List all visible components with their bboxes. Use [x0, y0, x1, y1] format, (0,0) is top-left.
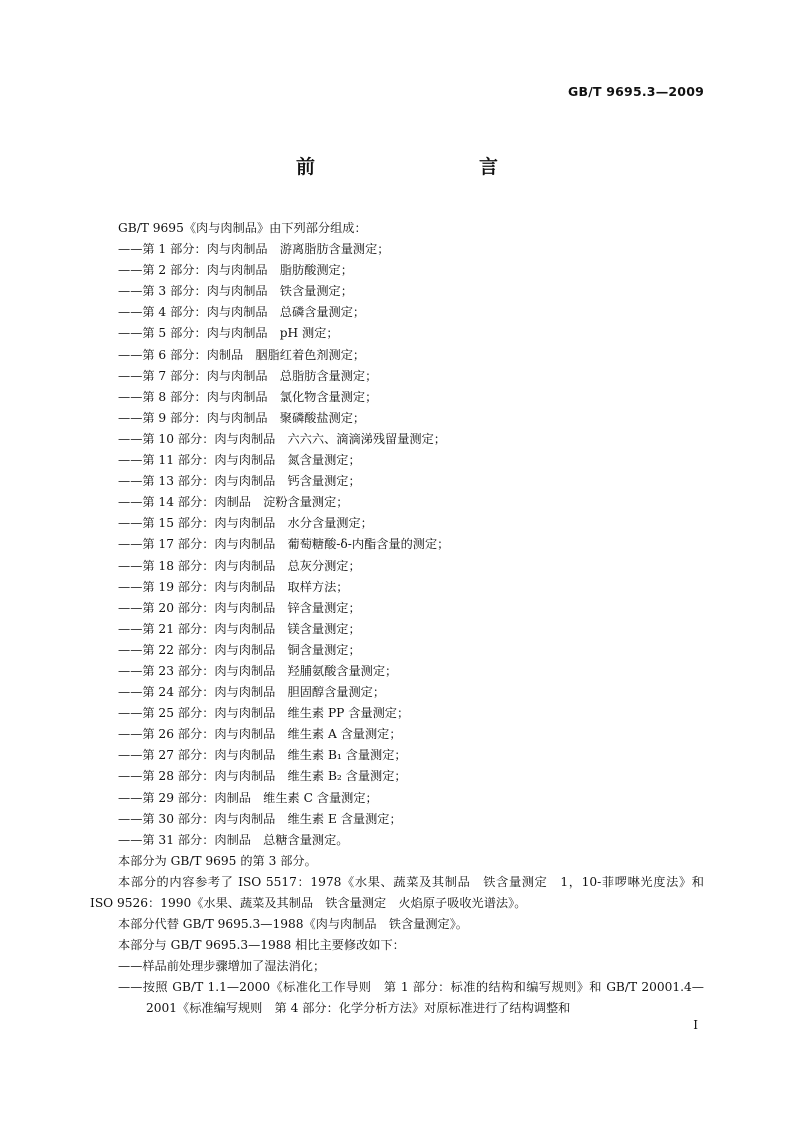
- parts-list-item: ——第 21 部分：肉与肉制品 镁含量测定；: [118, 621, 361, 636]
- parts-list-item: ——第 11 部分：肉与肉制品 氮含量测定；: [118, 453, 361, 468]
- parts-list-item: ——第 3 部分：肉与肉制品 铁含量测定；: [118, 284, 353, 299]
- parts-list-item: ——第 24 部分：肉与肉制品 胆固醇含量测定；: [118, 685, 386, 700]
- parts-list-item: ——第 6 部分：肉制品 胭脂红着色剂测定；: [118, 347, 366, 362]
- page-title: 前 言: [295, 156, 540, 178]
- intro-paragraph: GB/T 9695《肉与肉制品》由下列部分组成：: [118, 221, 367, 235]
- parts-list-item: ——第 31 部分：肉制品 总糖含量测定。: [118, 832, 349, 847]
- change-item: ——样品前处理步骤增加了湿法消化；: [118, 959, 326, 974]
- parts-list-item: ——第 27 部分：肉与肉制品 维生素 B₁ 含量测定；: [118, 748, 407, 763]
- parts-list-item: ——第 5 部分：肉与肉制品 pH 测定；: [118, 326, 339, 341]
- parts-list-item: ——第 30 部分：肉与肉制品 维生素 E 含量测定；: [118, 811, 402, 826]
- parts-list-item: ——第 10 部分：肉与肉制品 六六六、滴滴涕残留量测定；: [118, 431, 446, 446]
- replacement-paragraph: 本部分代替 GB/T 9695.3—1988《肉与肉制品 铁含量测定》。: [118, 917, 468, 932]
- parts-list-item: ——第 14 部分：肉制品 淀粉含量测定；: [118, 495, 349, 510]
- parts-list-item: ——第 13 部分：肉与肉制品 钙含量测定；: [118, 474, 361, 489]
- parts-list-item: ——第 29 部分：肉制品 维生素 C 含量测定；: [118, 790, 378, 805]
- reference-paragraph: 本部分的内容参考了 ISO 5517：1978《水果、蔬菜及其制品 铁含量测定 1，10-菲啰啉光度法》和 ISO 9526：1990《水果、蔬菜及其制品 铁含量测定 火焰原子吸收光谱法》。: [90, 874, 704, 910]
- part-number-paragraph: 本部分为 GB/T 9695 的第 3 部分。: [118, 853, 317, 868]
- parts-list-item: ——第 25 部分：肉与肉制品 维生素 PP 含量测定；: [118, 706, 410, 721]
- changes-intro-paragraph: 本部分与 GB/T 9695.3—1988 相比主要修改如下：: [118, 938, 405, 953]
- parts-list-item: ——第 19 部分：肉与肉制品 取样方法；: [118, 579, 349, 594]
- parts-list-item: ——第 1 部分：肉与肉制品 游离脂肪含量测定；: [118, 242, 390, 257]
- parts-list: [90, 239, 704, 851]
- change-item: ——按照 GB/T 1.1—2000《标准化工作导则 第 1 部分：标准的结构和编写规则》和 GB/T 20001.4—2001《标准编写规则 第 4 部分：化学分析方法》对原标准进行了结构调整和: [118, 980, 704, 1016]
- parts-list-item: ——第 28 部分：肉与肉制品 维生素 B₂ 含量测定；: [118, 769, 407, 784]
- parts-list-item: ——第 26 部分：肉与肉制品 维生素 A 含量测定；: [118, 727, 402, 742]
- parts-list-item: ——第 9 部分：肉与肉制品 聚磷酸盐测定；: [118, 410, 366, 425]
- parts-list-item: ——第 2 部分：肉与肉制品 脂肪酸测定；: [118, 263, 353, 278]
- page-number: I: [693, 1018, 698, 1032]
- parts-list-item: ——第 18 部分：肉与肉制品 总灰分测定；: [118, 558, 361, 573]
- header-standard-code: GB/T 9695.3—2009: [568, 84, 704, 99]
- foreword-body: [90, 218, 704, 1020]
- parts-list-item: ——第 7 部分：肉与肉制品 总脂肪含量测定；: [118, 368, 378, 383]
- parts-list-item: ——第 8 部分：肉与肉制品 氯化物含量测定；: [118, 389, 378, 404]
- parts-list-item: ——第 17 部分：肉与肉制品 葡萄糖酸-δ-内酯含量的测定；: [118, 537, 450, 552]
- parts-list-item: ——第 20 部分：肉与肉制品 锌含量测定；: [118, 600, 361, 615]
- parts-list-item: ——第 23 部分：肉与肉制品 羟脯氨酸含量测定；: [118, 663, 398, 678]
- parts-list-item: ——第 4 部分：肉与肉制品 总磷含量测定；: [118, 305, 366, 320]
- parts-list-item: ——第 15 部分：肉与肉制品 水分含量测定；: [118, 516, 373, 531]
- parts-list-item: ——第 22 部分：肉与肉制品 铜含量测定；: [118, 642, 361, 657]
